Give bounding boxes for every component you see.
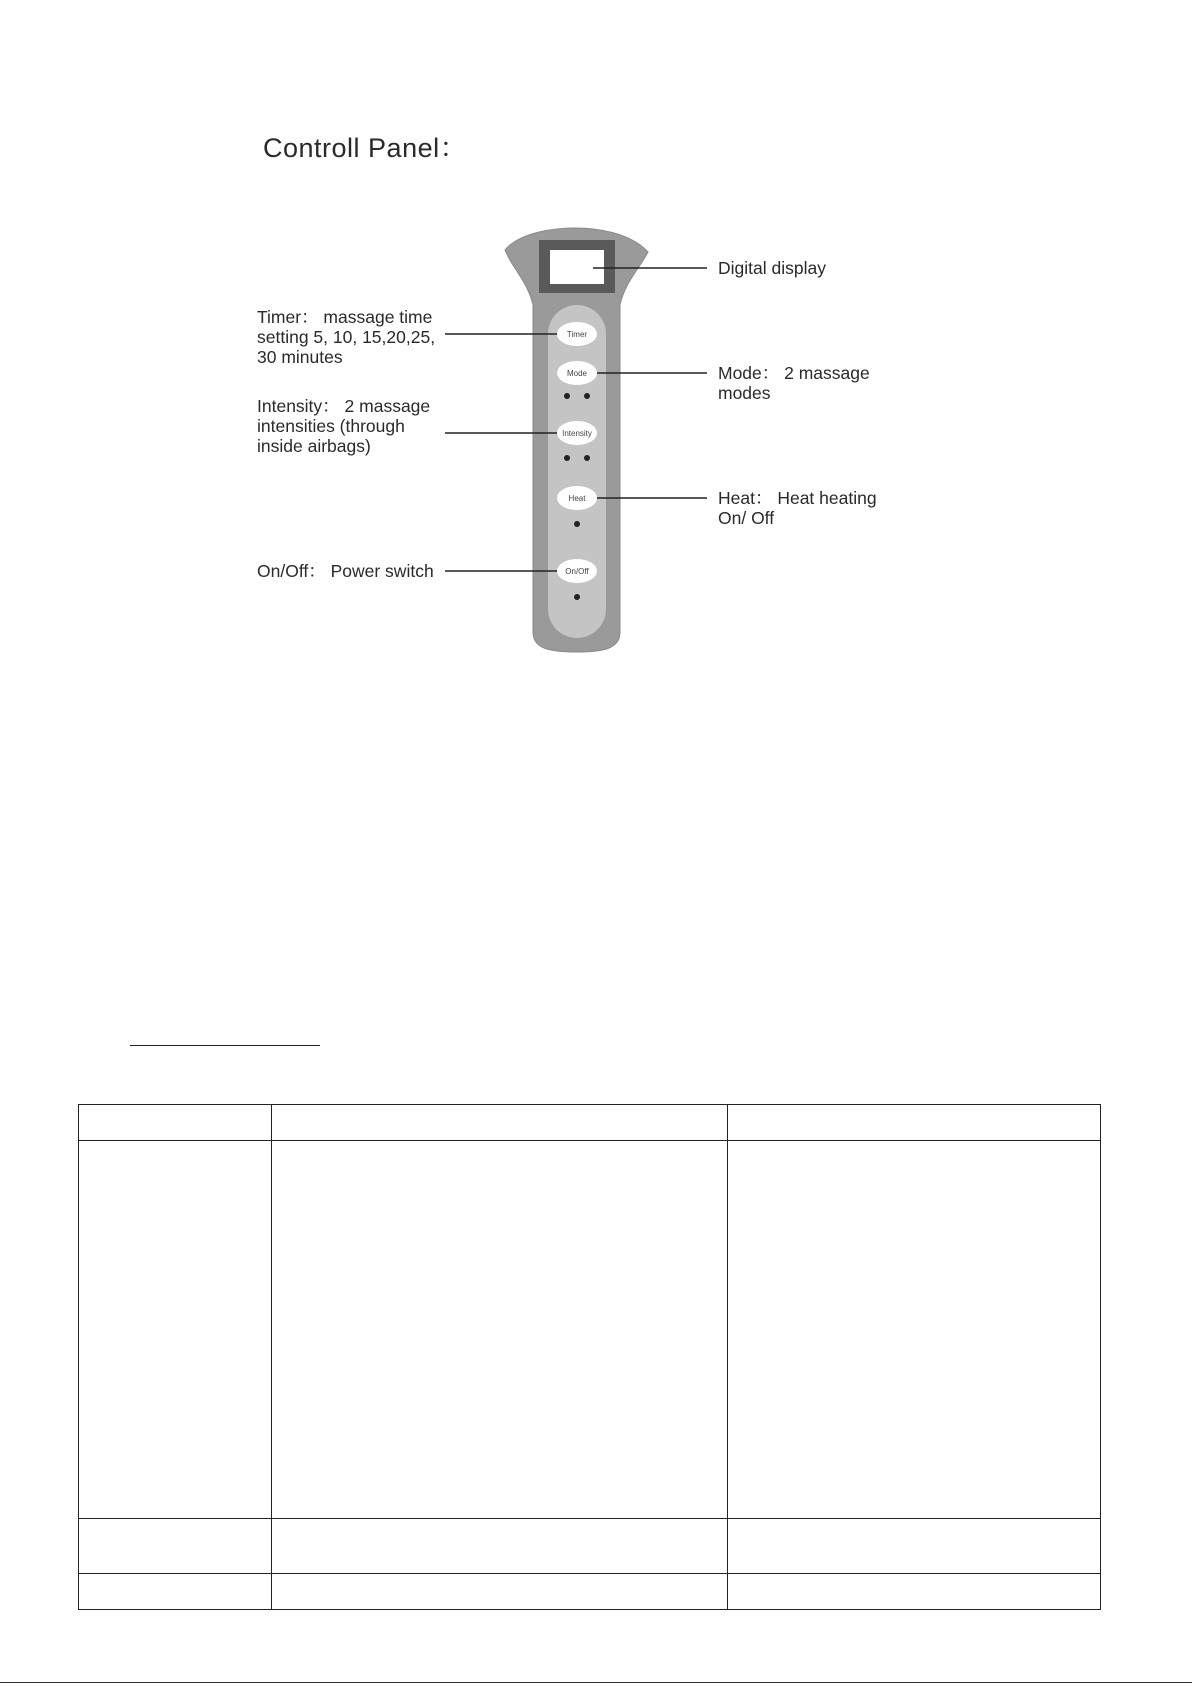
svg-text:On/Off: On/Off	[565, 567, 589, 576]
intensity-indicator-light	[564, 455, 570, 461]
timer-label: Timer： massage time setting 5, 10, 15,20,25, 30 minutes	[257, 307, 436, 367]
table-cell	[79, 1141, 272, 1519]
svg-text:Mode: Mode	[566, 369, 588, 378]
table-cell	[728, 1105, 1101, 1141]
table-cell	[272, 1141, 728, 1519]
intensity-label: Intensity： 2 massage intensities (through inside airbags)	[257, 396, 431, 456]
mode-indicator-light	[584, 393, 590, 399]
table-row	[79, 1519, 1101, 1574]
digital-display-screen	[550, 250, 604, 284]
table-cell	[728, 1574, 1101, 1610]
on-off-label: On/Off： Power switch	[257, 561, 434, 581]
svg-text:Timer: Timer	[566, 330, 588, 339]
svg-text:Intensity: Intensity	[562, 429, 592, 438]
intensity-button[interactable]	[557, 421, 597, 445]
remote-button-panel	[548, 305, 606, 638]
timer-button[interactable]	[557, 322, 597, 346]
table-row	[79, 1105, 1101, 1141]
table-row	[79, 1574, 1101, 1610]
page-title: Controll Panel：	[263, 133, 468, 163]
intensity-indicator-light	[584, 455, 590, 461]
page-bottom-rule	[0, 1682, 1192, 1683]
digital-display-label: Digital display	[718, 258, 826, 278]
section-heading-underline	[130, 1045, 320, 1046]
mode-label: Mode： 2 massage modes	[718, 363, 870, 403]
table-cell	[728, 1519, 1101, 1574]
specification-table	[78, 1104, 1101, 1610]
table-row	[79, 1141, 1101, 1519]
mode-button[interactable]	[557, 361, 597, 385]
power-indicator-light	[574, 594, 580, 600]
control-panel-diagram	[0, 0, 1192, 700]
table-cell	[272, 1574, 728, 1610]
table-cell	[79, 1105, 272, 1141]
table-cell	[272, 1519, 728, 1574]
heat-button[interactable]	[557, 486, 597, 510]
table-cell	[728, 1141, 1101, 1519]
svg-text:Heat: Heat	[568, 494, 586, 503]
table-cell	[79, 1574, 272, 1610]
on-off-button[interactable]	[557, 559, 597, 583]
table-cell	[79, 1519, 272, 1574]
heat-label: Heat： Heat heating On/ Off	[718, 488, 877, 528]
table-cell	[272, 1105, 728, 1141]
mode-indicator-light	[564, 393, 570, 399]
heat-indicator-light	[574, 521, 580, 527]
